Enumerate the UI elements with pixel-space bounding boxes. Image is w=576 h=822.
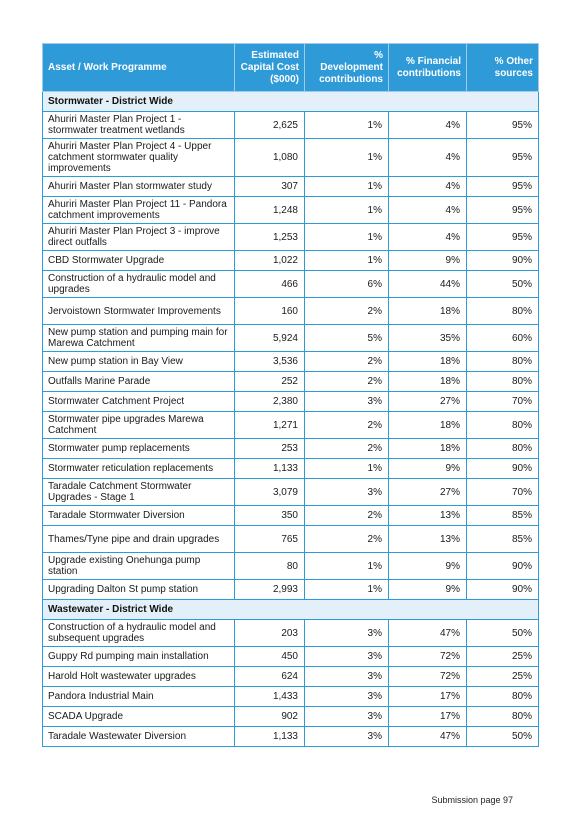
cell-fin: 18% xyxy=(389,352,467,372)
table-row xyxy=(43,298,539,325)
cell-other: 70% xyxy=(467,392,539,412)
cell-dev: 1% xyxy=(305,112,389,139)
cell-cost: 765 xyxy=(235,526,305,553)
cell-cost: 2,993 xyxy=(235,580,305,600)
cell-name: Stormwater pump replacements xyxy=(43,439,235,459)
table-row xyxy=(43,271,539,298)
cell-fin: 9% xyxy=(389,580,467,600)
cell-fin: 18% xyxy=(389,372,467,392)
table-row xyxy=(43,372,539,392)
cell-other: 95% xyxy=(467,197,539,224)
section-title: Stormwater - District Wide xyxy=(43,92,539,112)
table-row xyxy=(43,325,539,352)
cell-name: Ahuriri Master Plan stormwater study xyxy=(43,177,235,197)
cell-name: Stormwater reticulation replacements xyxy=(43,459,235,479)
table-row xyxy=(43,459,539,479)
table-row xyxy=(43,553,539,580)
table-row xyxy=(43,197,539,224)
header-fin-line: % Financial xyxy=(405,55,461,67)
cell-name: Construction of a hydraulic model and upgrades xyxy=(43,271,235,298)
cell-other: 95% xyxy=(467,139,539,177)
cell-other: 25% xyxy=(467,647,539,667)
cell-name: Ahuriri Master Plan Project 3 - improve direct outfalls xyxy=(43,224,235,251)
table-row xyxy=(43,412,539,439)
cell-cost: 2,625 xyxy=(235,112,305,139)
cell-cost: 350 xyxy=(235,506,305,526)
cell-dev: 2% xyxy=(305,372,389,392)
cell-other: 80% xyxy=(467,412,539,439)
cell-dev: 1% xyxy=(305,580,389,600)
cell-other: 95% xyxy=(467,177,539,197)
cell-dev: 2% xyxy=(305,526,389,553)
cell-fin: 18% xyxy=(389,412,467,439)
cell-cost: 5,924 xyxy=(235,325,305,352)
cell-cost: 624 xyxy=(235,667,305,687)
cell-other: 85% xyxy=(467,506,539,526)
cell-dev: 3% xyxy=(305,727,389,747)
cell-fin: 18% xyxy=(389,439,467,459)
header-other-line: sources xyxy=(494,67,533,79)
cell-cost: 203 xyxy=(235,620,305,647)
cell-name: Ahuriri Master Plan Project 4 - Upper catchment stormwater quality improvements xyxy=(43,139,235,177)
cell-other: 90% xyxy=(467,251,539,271)
cell-cost: 1,080 xyxy=(235,139,305,177)
header-dev xyxy=(305,44,389,92)
cell-dev: 1% xyxy=(305,224,389,251)
cell-name: Ahuriri Master Plan Project 11 - Pandora catchment improvements xyxy=(43,197,235,224)
cell-other: 85% xyxy=(467,526,539,553)
cell-dev: 1% xyxy=(305,139,389,177)
cell-dev: 3% xyxy=(305,479,389,506)
cell-other: 80% xyxy=(467,707,539,727)
cell-cost: 3,536 xyxy=(235,352,305,372)
cell-name: Jervoistown Stormwater Improvements xyxy=(43,298,235,325)
cell-cost: 1,248 xyxy=(235,197,305,224)
cell-name: Ahuriri Master Plan Project 1 - stormwater treatment wetlands xyxy=(43,112,235,139)
cell-other: 50% xyxy=(467,271,539,298)
cell-other: 60% xyxy=(467,325,539,352)
table-row xyxy=(43,479,539,506)
cell-dev: 3% xyxy=(305,667,389,687)
cell-fin: 9% xyxy=(389,251,467,271)
cell-dev: 3% xyxy=(305,687,389,707)
cell-name: Stormwater Catchment Project xyxy=(43,392,235,412)
cell-cost: 1,253 xyxy=(235,224,305,251)
cell-name: CBD Stormwater Upgrade xyxy=(43,251,235,271)
cell-name: Upgrading Dalton St pump station xyxy=(43,580,235,600)
page-footer: Submission page 97 xyxy=(431,795,513,805)
cell-cost: 252 xyxy=(235,372,305,392)
cell-fin: 47% xyxy=(389,620,467,647)
cell-cost: 1,022 xyxy=(235,251,305,271)
cell-cost: 1,133 xyxy=(235,459,305,479)
header-asset: Asset / Work Programme xyxy=(43,44,235,92)
cell-dev: 3% xyxy=(305,647,389,667)
section-row xyxy=(43,92,539,112)
cell-dev: 6% xyxy=(305,271,389,298)
header-cost-line: ($000) xyxy=(270,73,299,85)
cell-fin: 9% xyxy=(389,553,467,580)
cell-name: SCADA Upgrade xyxy=(43,707,235,727)
cell-fin: 4% xyxy=(389,139,467,177)
table-row xyxy=(43,352,539,372)
cell-name: New pump station and pumping main for Marewa Catchment xyxy=(43,325,235,352)
table-row xyxy=(43,727,539,747)
cell-name: Taradale Stormwater Diversion xyxy=(43,506,235,526)
cell-dev: 2% xyxy=(305,506,389,526)
cell-name: Upgrade existing Onehunga pump station xyxy=(43,553,235,580)
cell-cost: 1,433 xyxy=(235,687,305,707)
table-row xyxy=(43,687,539,707)
cell-other: 50% xyxy=(467,620,539,647)
cell-name: Stormwater pipe upgrades Marewa Catchment xyxy=(43,412,235,439)
cell-other: 90% xyxy=(467,580,539,600)
cell-fin: 17% xyxy=(389,707,467,727)
cell-fin: 72% xyxy=(389,667,467,687)
cell-fin: 35% xyxy=(389,325,467,352)
table-row xyxy=(43,647,539,667)
table-row xyxy=(43,251,539,271)
cell-cost: 307 xyxy=(235,177,305,197)
table-row xyxy=(43,139,539,177)
cell-dev: 1% xyxy=(305,177,389,197)
cell-other: 80% xyxy=(467,439,539,459)
cell-other: 80% xyxy=(467,372,539,392)
header-dev-line: % Development xyxy=(320,49,383,73)
cell-cost: 160 xyxy=(235,298,305,325)
cell-cost: 253 xyxy=(235,439,305,459)
table-header-row xyxy=(43,44,539,92)
cell-fin: 4% xyxy=(389,112,467,139)
cell-cost: 80 xyxy=(235,553,305,580)
cell-name: Thames/Tyne pipe and drain upgrades xyxy=(43,526,235,553)
cell-name: Harold Holt wastewater upgrades xyxy=(43,667,235,687)
cell-other: 80% xyxy=(467,298,539,325)
cell-fin: 4% xyxy=(389,177,467,197)
cell-fin: 47% xyxy=(389,727,467,747)
cell-cost: 1,133 xyxy=(235,727,305,747)
cell-cost: 1,271 xyxy=(235,412,305,439)
cell-fin: 27% xyxy=(389,392,467,412)
cell-dev: 3% xyxy=(305,707,389,727)
table-row xyxy=(43,224,539,251)
table-row xyxy=(43,506,539,526)
cell-dev: 3% xyxy=(305,620,389,647)
cell-dev: 2% xyxy=(305,298,389,325)
header-cost xyxy=(235,44,305,92)
header-dev-line: contributions xyxy=(319,73,383,85)
cell-name: Guppy Rd pumping main installation xyxy=(43,647,235,667)
cell-other: 95% xyxy=(467,112,539,139)
header-cost-line: Estimated xyxy=(251,49,299,61)
cell-cost: 466 xyxy=(235,271,305,298)
cell-other: 90% xyxy=(467,459,539,479)
cell-fin: 9% xyxy=(389,459,467,479)
cell-other: 80% xyxy=(467,687,539,707)
cell-dev: 2% xyxy=(305,439,389,459)
table-row xyxy=(43,580,539,600)
cell-fin: 18% xyxy=(389,298,467,325)
cell-dev: 1% xyxy=(305,197,389,224)
table-row xyxy=(43,620,539,647)
cell-fin: 72% xyxy=(389,647,467,667)
cell-dev: 2% xyxy=(305,352,389,372)
cell-other: 70% xyxy=(467,479,539,506)
capital-works-table xyxy=(42,43,539,747)
cell-fin: 17% xyxy=(389,687,467,707)
table-row xyxy=(43,439,539,459)
section-title: Wastewater - District Wide xyxy=(43,600,539,620)
cell-dev: 1% xyxy=(305,251,389,271)
cell-cost: 902 xyxy=(235,707,305,727)
cell-name: Taradale Catchment Stormwater Upgrades - Stage 1 xyxy=(43,479,235,506)
table-row xyxy=(43,526,539,553)
cell-name: Outfalls Marine Parade xyxy=(43,372,235,392)
cell-dev: 2% xyxy=(305,412,389,439)
cell-cost: 2,380 xyxy=(235,392,305,412)
cell-name: Pandora Industrial Main xyxy=(43,687,235,707)
cell-other: 25% xyxy=(467,667,539,687)
table-row xyxy=(43,667,539,687)
header-cost-line: Capital Cost xyxy=(240,61,299,73)
cell-dev: 5% xyxy=(305,325,389,352)
cell-name: Construction of a hydraulic model and subsequent upgrades xyxy=(43,620,235,647)
header-fin xyxy=(389,44,467,92)
cell-name: Taradale Wastewater Diversion xyxy=(43,727,235,747)
cell-fin: 4% xyxy=(389,197,467,224)
header-other xyxy=(467,44,539,92)
cell-fin: 44% xyxy=(389,271,467,298)
table-row xyxy=(43,707,539,727)
cell-cost: 3,079 xyxy=(235,479,305,506)
header-other-line: % Other xyxy=(494,55,533,67)
cell-fin: 13% xyxy=(389,526,467,553)
table-body xyxy=(43,92,539,747)
cell-name: New pump station in Bay View xyxy=(43,352,235,372)
cell-fin: 27% xyxy=(389,479,467,506)
cell-fin: 4% xyxy=(389,224,467,251)
cell-other: 50% xyxy=(467,727,539,747)
header-fin-line: contributions xyxy=(397,67,461,79)
cell-cost: 450 xyxy=(235,647,305,667)
section-row xyxy=(43,600,539,620)
table-row xyxy=(43,112,539,139)
table-row xyxy=(43,177,539,197)
cell-other: 90% xyxy=(467,553,539,580)
cell-other: 95% xyxy=(467,224,539,251)
cell-dev: 1% xyxy=(305,553,389,580)
cell-dev: 1% xyxy=(305,459,389,479)
table-row xyxy=(43,392,539,412)
cell-dev: 3% xyxy=(305,392,389,412)
cell-fin: 13% xyxy=(389,506,467,526)
cell-other: 80% xyxy=(467,352,539,372)
